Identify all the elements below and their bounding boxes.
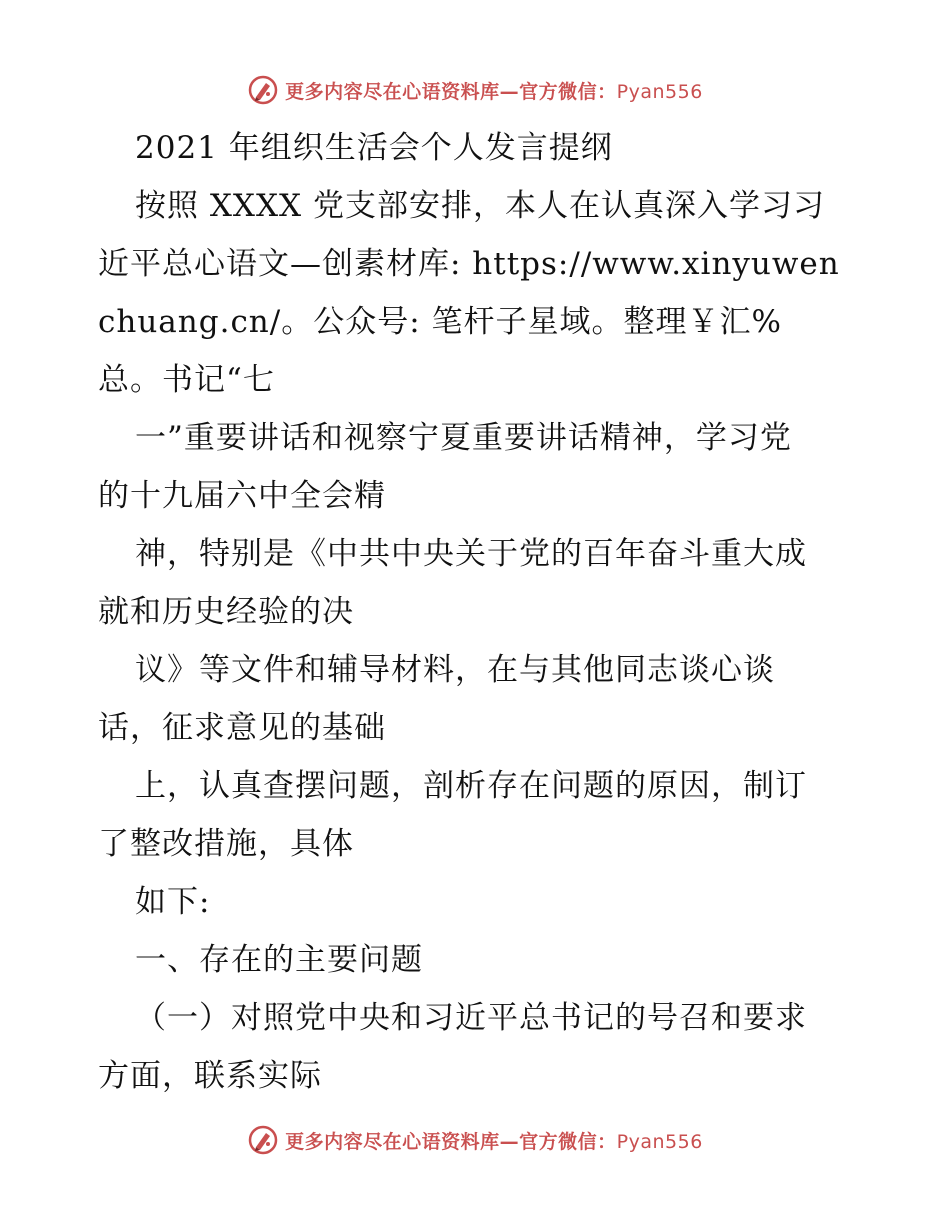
- text-line: 总。书记“七: [98, 362, 275, 398]
- footer-banner: [0, 1120, 950, 1160]
- section-heading: 一、存在的主要问题: [135, 942, 423, 978]
- text-line: 神，特别是《中共中央关于党的百年奋斗重大成: [135, 536, 807, 572]
- text-line: 议》等文件和辅导材料，在与其他同志谈心谈: [135, 652, 775, 688]
- text-line: chuang.cn/。公众号: 笔杆子星域。整理￥汇%: [98, 304, 782, 340]
- banner-text-cn: 更多内容尽在心语资料库—官方微信：: [285, 80, 617, 103]
- header-banner: [0, 70, 950, 110]
- text-line: 话，征求意见的基础: [98, 710, 386, 746]
- subsection-heading: （一）对照党中央和习近平总书记的号召和要求: [135, 1000, 807, 1036]
- banner-wechat-id: Pyan556: [616, 1130, 703, 1153]
- banner-text-cn: 更多内容尽在心语资料库—官方微信：: [285, 1130, 617, 1153]
- text-line: 上，认真查摆问题，剖析存在问题的原因，制订: [135, 768, 807, 804]
- text-line: 如下:: [135, 884, 211, 920]
- text-line: 一”重要讲话和视察宁夏重要讲话精神，学习党: [135, 420, 792, 456]
- text-line: 的十九届六中全会精: [98, 478, 386, 514]
- document-title: 2021 年组织生活会个人发言提纲: [135, 130, 613, 166]
- pen-logo-icon: [247, 74, 279, 106]
- pen-logo-icon: [247, 1124, 279, 1156]
- text-line: 就和历史经验的决: [98, 594, 354, 630]
- banner-wechat-id: Pyan556: [616, 80, 703, 103]
- banner-text: [285, 1127, 703, 1154]
- text-line: 了整改措施，具体: [98, 826, 354, 862]
- text-line: 方面，联系实际: [98, 1058, 322, 1094]
- text-line: 近平总心语文—创素材库: https://www.xinyuwen: [98, 246, 840, 282]
- text-line: 按照 XXXX 党支部安排，本人在认真深入学习习: [135, 188, 825, 224]
- banner-text: [285, 77, 703, 104]
